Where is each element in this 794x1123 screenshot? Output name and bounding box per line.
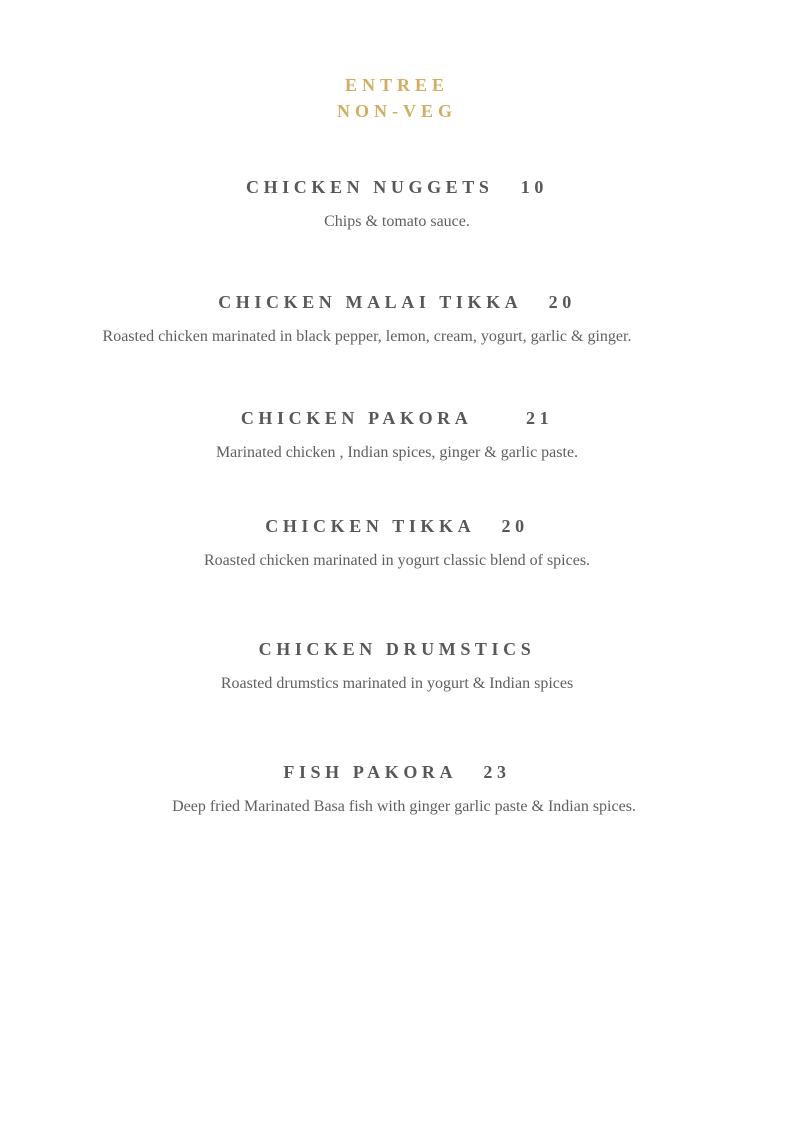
menu-item-description: Roasted chicken marinated in yogurt classic blend of spices. xyxy=(203,552,591,569)
menu-item-chicken-drumstics xyxy=(0,637,794,694)
menu-item-description: Roasted chicken marinated in black pepper, lemon, cream, yogurt, garlic & ginger. xyxy=(102,328,632,345)
menu-item-title: CHICKEN TIKKA 20 xyxy=(265,516,529,536)
menu-item-description: Deep fried Marinated Basa fish with ginger garlic paste & Indian spices. xyxy=(172,798,636,815)
menu-item-chicken-malai-tikka xyxy=(0,290,794,347)
menu-item-description: Marinated chicken , Indian spices, ginger & garlic paste. xyxy=(215,444,579,461)
menu-item-title: CHICKEN PAKORA 21 xyxy=(240,408,554,428)
menu-item-chicken-pakora xyxy=(0,406,794,463)
menu-item-title: CHICKEN NUGGETS 10 xyxy=(245,177,549,197)
menu-section-header xyxy=(0,72,794,124)
menu-item-title: CHICKEN DRUMSTICS xyxy=(258,639,536,659)
menu-item-chicken-nuggets xyxy=(0,175,794,232)
menu-item-chicken-tikka xyxy=(0,514,794,571)
section-title: ENTREE xyxy=(344,75,450,95)
menu-item-description: Roasted drumstics marinated in yogurt & Indian spices xyxy=(220,675,574,692)
menu-item-fish-pakora xyxy=(0,760,794,817)
menu-item-title: CHICKEN MALAI TIKKA 20 xyxy=(218,292,576,312)
menu-item-title: FISH PAKORA 23 xyxy=(283,762,511,782)
menu-item-description: Chips & tomato sauce. xyxy=(324,213,470,230)
section-subtitle: NON-VEG xyxy=(337,101,457,121)
